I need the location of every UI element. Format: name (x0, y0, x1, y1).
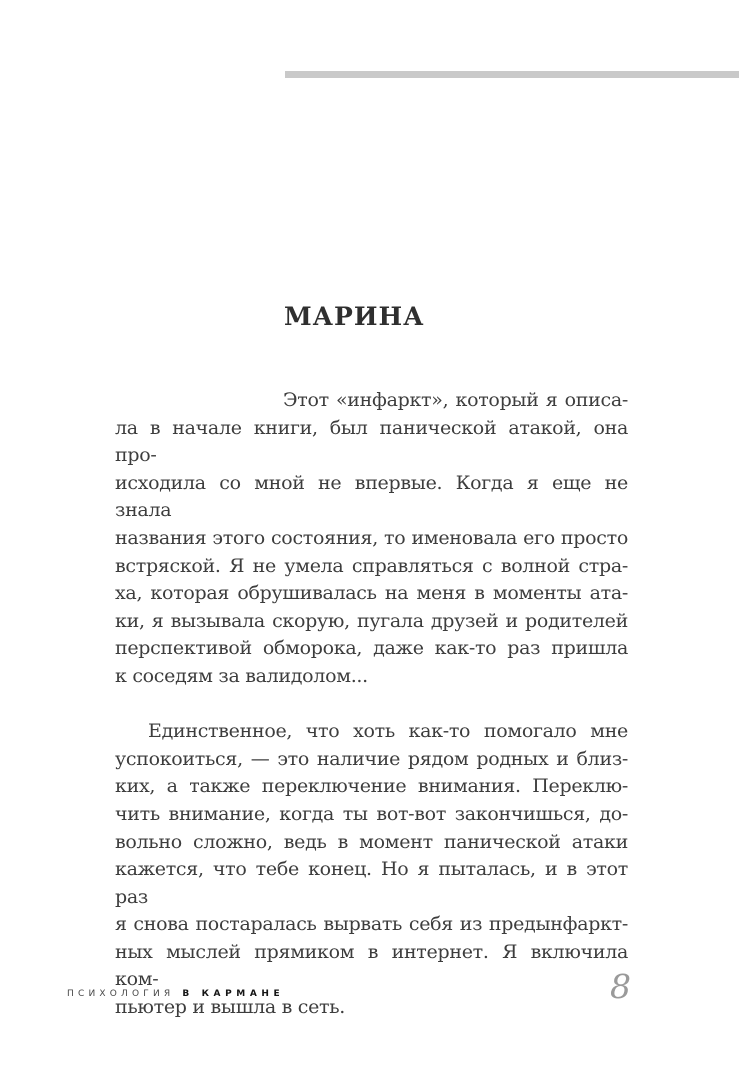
text-line: ких, а также переключение внимания. Переклю- (115, 775, 628, 798)
text-line: исходила со мной не впервые. Когда я еще не знала (115, 471, 628, 522)
chapter-title: МАРИНА (284, 302, 425, 331)
text-line: ных мыслей прямиком в интернет. Я включила ком- (115, 940, 628, 991)
text-line: встряской. Я не умела справляться с волной стра- (115, 554, 628, 577)
text-line: кажется, что тебе конец. Но я пыталась, и в этот раз (115, 858, 628, 908)
header-rule (285, 71, 739, 78)
text-line: успокоиться, — это наличие рядом родных и близ- (115, 747, 628, 770)
text-line: я снова постаралась вырвать себя из предынфаркт- (115, 913, 628, 936)
text-line: ха, которая обрушивалась на меня в моменты ата- (115, 582, 628, 605)
text-line: перспективой обморока, даже как-то раз пришла (115, 637, 628, 660)
page-number: 8 (610, 967, 631, 1006)
series-title-regular: ПСИХОЛОГИЯ (67, 989, 175, 999)
text-line: ки, я вызывала скорую, пугала друзей и родителей (115, 609, 628, 632)
text-line: чить внимание, когда ты вот-вот закончишься, до- (115, 802, 628, 825)
paragraph-1 (115, 387, 628, 691)
text-line: вольно сложно, ведь в момент панической атаки (115, 830, 628, 853)
text-line: к соседям за валидолом... (115, 664, 368, 687)
text-line: ла в начале книги, был панической атакой, она про- (115, 416, 628, 467)
text-line: названия этого состояния, то именовала его просто (115, 526, 628, 549)
paragraph-2 (115, 718, 628, 1022)
text-line: Единственное, что хоть как-то помогало мне (148, 720, 628, 743)
text-line: Этот «инфаркт», который я описа- (283, 389, 628, 411)
text-line: пьютер и вышла в сеть. (115, 996, 346, 1019)
series-title (67, 990, 284, 999)
series-title-bold: В КАРМАНЕ (182, 989, 285, 999)
body-text (115, 387, 628, 1022)
